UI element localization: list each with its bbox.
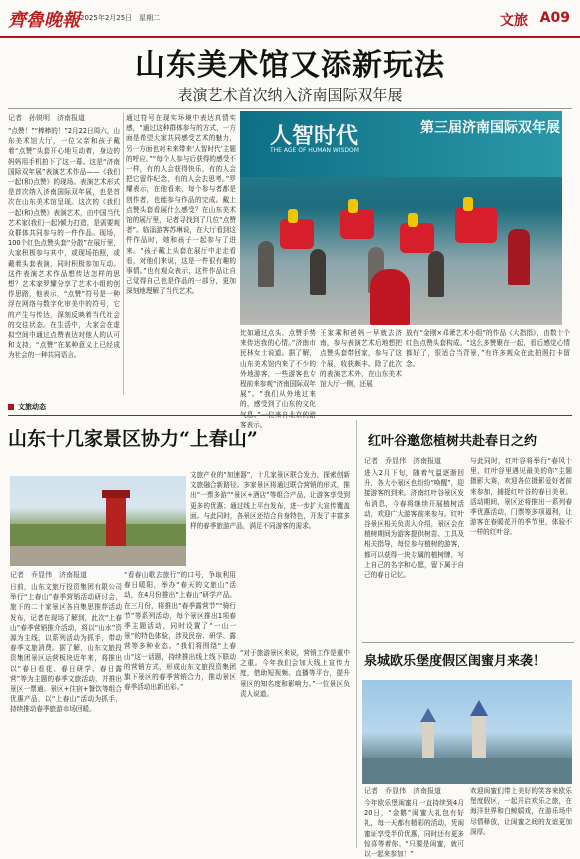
section-rule [8, 415, 572, 416]
thumbs-up-icon [280, 219, 314, 249]
story4-column-1: 今年欧乐堡闺蜜月一直持续到4月20日，“金鹅”闺蜜大礼包有好礼，每一天都有精彩的活动，凭闺蜜证享受半价优惠，同时还有更多惊喜等着你。“只要是闺蜜，就可以一起来参加！” [364, 799, 464, 859]
story4-headline: 泉城欧乐堡度假区闺蜜月来袭！ [364, 654, 547, 669]
header-rule [0, 36, 580, 38]
castle-tower [422, 720, 434, 760]
story4-column-2: 欢迎闺蜜们带上美好的笑容来欧乐堡度假区，一起开启欢乐之旅，在海洋世界和白鲸嬉戏，在游乐场中尽情释放，让闺蜜之间的友谊更加深厚。 [470, 787, 572, 836]
visitor-figure [258, 241, 274, 287]
story2-column-3: 文旅产业的“加速器”，十几家景区联合发力，探索创新文旅融合新路径。多家景区将通过联合营销的形式，推出“一票多游”“景区+酒店”等组合产品，让游客享受到更多的优惠；通过线上平台发布，进一步扩大宣传覆盖面。与此同时，各景区还结合自身特色，开发了丰富多样的春季旅游产品，满足不同游客的需求。 [190, 471, 350, 531]
story2-column-2: “看春山歌去旅行”的口号，争取利用春日暖阳，举办“春天的文旅山”活动，在4月份推出“上春山”研学产品。在三月份，将推出“春季露营节”“骑行节”等系列活动，每个景区推出1项春季主题活动，同时设置了“一山一景”的特色体验，涉及民宿、研学、露营等多种业态。“我们将围绕“上春山”这一话题，持续推出线上线下联动的营销方式，形成山东文旅投资集团旗下景区的春季营销合力，推动景区春季活动出新出彩。” [124, 571, 236, 692]
banner-right-text: 第三届济南国际双年展 [420, 120, 560, 136]
exhibition-photo [240, 111, 562, 325]
lead-subheadline: 表演艺术首次纳入济南国际双年展 [177, 86, 403, 104]
visitor-red-coat [370, 269, 410, 325]
lead-byline: 记者 孙锐明 济南报道 [8, 114, 85, 122]
tower-roof [470, 700, 488, 716]
column-divider [356, 420, 357, 848]
water [362, 758, 572, 784]
visitor-figure [310, 249, 326, 295]
pavilion-roof [102, 490, 130, 498]
section-label: 文旅动态 [18, 403, 46, 411]
story3-column-1: 进入2月下旬，随着气温逐渐回升，各大小景区也纷纷“唤醒”，迎接游客的到来。济南红叶谷景区发布消息，今春将继续开展植树活动，欢迎广大游客前来参与。红叶谷景区相关负责人介绍，景区会在植树期间为游客提供树苗、工具及相关指导，每位参与植树的游客，都可以获得一块专属的植树牌，写上自己的名字和心愿，留下属于自己的春日记忆。 [364, 469, 464, 580]
story4-byline: 记者 乔显伟 济南报道 [364, 787, 441, 795]
lead-headline: 山东美术馆又添新玩法 [135, 48, 445, 83]
column-divider [123, 113, 124, 395]
page-number: A09 [539, 10, 570, 26]
story3-column-2: 与此同时，红叶谷将举行“春风十里，红叶谷里遇见最美的你”主题摄影大赛，欢迎各位摄影爱好者前来参加，捕捉红叶谷的春日美景。活动期间，景区还将推出一系列春季优惠活动，门票等多项福利，让游客在春暖花开的季节里，体验不一样的红叶谷。 [470, 457, 572, 537]
hillside [10, 524, 186, 546]
visitor-figure [428, 251, 444, 297]
resort-photo [362, 680, 572, 784]
story3-headline: 红叶谷邀您植树共赴春日之约 [368, 434, 538, 449]
plaza [10, 546, 186, 566]
story3-byline: 记者 乔显伟 济南报道 [364, 457, 441, 465]
lead-column-2: 通过符号在现实环境中表达真情实感，“通过这种群体参与的方式，一方面是希望大家共同感受艺术的魅力，另一方面也对未来带来‘人智时代’主题的呼应。”“每个人参与后获得的感受不一样，有的人会获得快乐，有的人会把它留作纪念，有的人会去思考。”罗耀表示，在他看来，每个参与者都是创作者，也能参与作品的完成。戴上点赞头套看展什么感受？在山东美术馆的展厅里，记者寻找到了几位“点赞者”。临淄游客苏琳说，在大厅看到这件作品时，她和孩子一起参与了进来。“孩子戴上头套在展厅中走走看看，对他们来说，这是一件很有趣的事情。”也有观众表示，这件作品让自己觉得自己也是作品的一部分，更加深刻地理解了当代艺术。 [126, 114, 236, 296]
lead-column-3: 比如通过点头、点赞手势来传达我的心情。”济南市民林女士说道。据了解，山东美术馆内来了不少的外地游客，一些游客也专程前来参观“济南国际双年展”。“我们从外地过来的，感受到了山东的文化 客表示。 [240, 329, 316, 429]
section-name: 文旅 [500, 13, 528, 29]
divider [362, 642, 574, 643]
banner-subtitle: THE AGE OF HUMAN WISDOM [270, 147, 359, 154]
section-marker [8, 404, 14, 410]
lead-column-5: 放有“金刚×邓萧艺术小组”的作品《大指指》，由数十个红色点赞头套构成。“这么多赞聚在一起，看后感觉心情都好了，很适合当背景，”有许多观众在此拍照打卡留念。 [406, 329, 570, 368]
lead-column-1: “点赞！”“棒棒的！”2月22日周六，山东美术馆大厅，一位父亲和孩子戴着“点赞”头套开心地互动着，身边的妈妈用手机拍下了这一幕。这是“济南国际双年展”表演艺术作品——《我们一起(和)点赞》的现场。表演艺术形式是首次纳入济南国际双年展，也是首次在山东美术馆呈现。这次的《我们一起(和)点赞》表演艺术，由中国当代艺术家(我们一起)倾力打造，是需要观众群体共同参与的一件作品。现场，100个红色点赞头套“分散”在展厅里，大家积极参与其中，或现场拍照，或戴着头套表演，同时积极参加互动。这件表演艺术作品想传达怎样的思想？艺术家罗耀分享了艺术小组的创作思路，他表示，“点赞”符号是一种浮在网络与数字化审美中的符号，它的产生与传达，深刻反映着当代社会的交往状态。在生活中，大家会在虚拟空间中通过点赞表达对他人的认可和支持，“点赞”在某种意义上已经成为社会的一种共同语言。 [8, 127, 120, 360]
tower-roof [420, 708, 436, 722]
divider [8, 108, 572, 109]
thumbs-up-icon [455, 207, 497, 243]
red-pavilion [106, 496, 126, 548]
scenic-area-photo [10, 476, 186, 566]
thumbs-up-icon [400, 223, 434, 253]
visitor-figure [508, 229, 530, 285]
story2-headline: 山东十几家景区协力“上春山” [8, 428, 258, 450]
lead-column-4: 王家乘和爸妈一早就去济南，参与表演艺术后地想把点赞头套带回家，参与了这个展，收获颇丰。除了此次的表演艺术外，在山东美术馆大厅一侧，还展 [320, 329, 402, 389]
story2-column-3b: “对于旅游景区来说，营销工作是重中之重。今年我们会加大线上宣传力度，借助短视频、直播等平台，提升景区的知名度和影响力。”一位景区负责人说道。 [240, 649, 350, 698]
castle-tower [472, 714, 486, 760]
issue-date: 2025年2月25日 星期二 [80, 14, 161, 22]
newspaper-logo: 齊魯晚報 [8, 10, 80, 31]
thumbs-up-icon [340, 209, 374, 239]
story2-byline: 记者 乔显伟 济南报道 [10, 571, 87, 579]
story2-column-1: 日前，山东文旅厅投资集团有限公司举行“上春山”春季营销活动研讨会，旅下的二十家景区各自集思推荐活动发布，记者在现场了解到，此次“上春山”春季营销推介活动，将以“山水”资源为主线，以系列活动为抓手，带动春季文旅消费。据了解，山东文旅投资集团景区运营板块近年来，将推出以“春日看花、春日研学、春日露营”等为主题的春季文旅活动，并推出景区一票通、景区+住宿+餐饮等组合优惠产品，以“上春山”活动为抓手，持续推动春季旅游市场回暖。 [10, 583, 122, 714]
banner-title: 人智时代 [270, 124, 359, 149]
